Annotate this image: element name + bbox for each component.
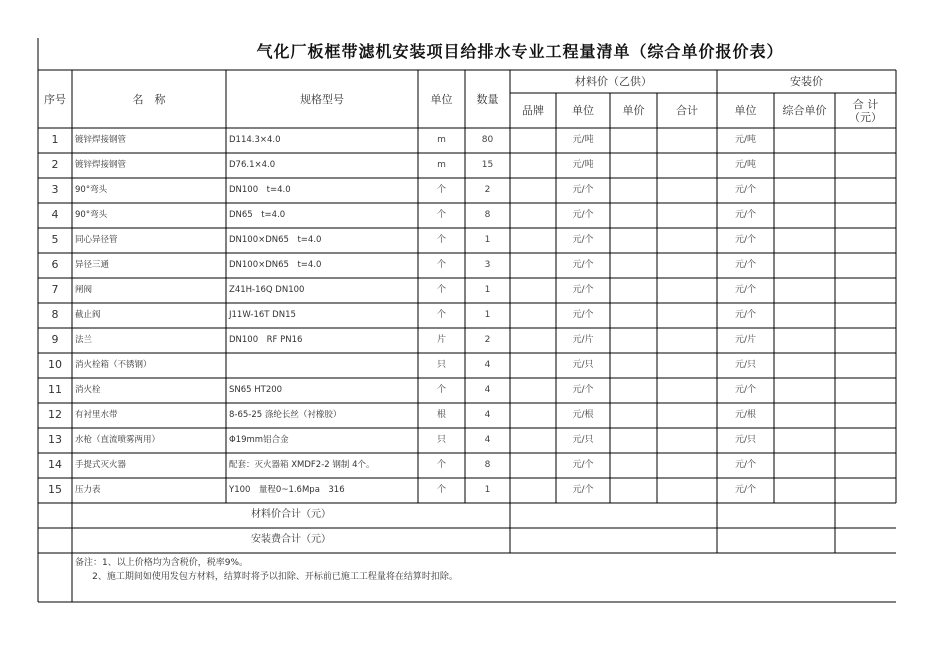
header-install-unit: 单位 — [734, 104, 757, 117]
row-seq: 1 — [51, 133, 59, 146]
row-spec: DN100 t=4.0 — [229, 185, 291, 195]
row-qty: 2 — [484, 335, 491, 345]
header-spec: 规格型号 — [300, 92, 344, 106]
row-unit: 只 — [436, 360, 446, 370]
row-unit: 个 — [436, 210, 446, 220]
row-seq: 15 — [48, 483, 62, 496]
header-install-group: 安装价 — [790, 75, 823, 88]
row-name: 镀锌焊接钢管 — [75, 135, 127, 145]
row-install-unit: 元/个 — [734, 185, 757, 195]
row-material-unit: 元/个 — [572, 385, 594, 395]
header-install-price: 综合单价 — [782, 104, 827, 117]
row-spec: DN65 t=4.0 — [229, 210, 286, 220]
row-unit: 个 — [436, 460, 446, 470]
row-install-unit: 元/只 — [734, 435, 757, 445]
row-install-unit: 元/个 — [734, 285, 757, 295]
row-material-unit: 元/片 — [572, 335, 594, 345]
row-spec — [226, 353, 418, 378]
row-material-unit: 元/根 — [572, 410, 594, 420]
header-qty: 数量 — [476, 92, 499, 106]
row-name: 截止阀 — [75, 310, 101, 320]
row-material-unit: 元/个 — [572, 285, 594, 295]
row-spec: 配套：灭火器箱 XMDF2-2 钢制 4个。 — [229, 460, 375, 470]
header-material-total: 合计 — [676, 104, 698, 117]
row-spec: D76.1×4.0 — [229, 160, 276, 170]
row-unit: 个 — [436, 285, 446, 295]
header-unit: 单位 — [430, 92, 453, 106]
header-material-unit: 单位 — [572, 104, 594, 117]
row-install-unit: 元/个 — [734, 310, 757, 320]
row-material-unit: 元/个 — [572, 260, 594, 270]
row-qty: 4 — [484, 410, 491, 420]
row-unit: 个 — [436, 185, 446, 195]
row-seq: 11 — [48, 383, 62, 396]
row-spec: DN100×DN65 t=4.0 — [229, 260, 322, 270]
header-material-price: 单价 — [622, 104, 645, 117]
sheet-title: 气化厂板框带滤机安装项目给排水专业工程量清单（综合单价报价表） — [256, 42, 784, 61]
row-material-unit: 元/个 — [572, 310, 594, 320]
row-spec: DN100×DN65 t=4.0 — [229, 235, 322, 245]
row-unit: 个 — [436, 235, 446, 245]
row-install-unit: 元/个 — [734, 235, 757, 245]
row-install-unit: 元/只 — [734, 360, 757, 370]
row-name: 镀锌焊接钢管 — [75, 160, 127, 170]
header-material-group: 材料价（乙供） — [575, 75, 652, 88]
row-qty: 1 — [484, 285, 491, 295]
row-seq: 14 — [48, 458, 62, 471]
row-spec: 8-65-25 涤纶长丝（衬橡胶） — [229, 410, 342, 420]
row-seq: 6 — [51, 258, 59, 271]
row-unit: m — [437, 160, 446, 170]
row-qty: 1 — [484, 485, 491, 495]
row-name: 水枪（直流喷雾两用） — [75, 435, 161, 445]
row-install-unit: 元/吨 — [734, 160, 757, 170]
row-unit: 个 — [436, 260, 446, 270]
row-qty: 8 — [484, 210, 491, 220]
row-unit: 片 — [436, 335, 446, 345]
header-install-total: 合 计 （元） — [849, 97, 882, 124]
row-material-unit: 元/个 — [572, 460, 594, 470]
row-material-unit: 元/个 — [572, 235, 594, 245]
row-name: 90°弯头 — [75, 185, 108, 195]
header-brand: 品牌 — [522, 104, 544, 117]
row-install-unit: 元/根 — [734, 410, 757, 420]
material-total-label: 材料价合计（元） — [251, 509, 331, 520]
row-seq: 4 — [51, 208, 59, 221]
header-name: 名 称 — [132, 92, 166, 106]
row-spec: DN100 RF PN16 — [229, 335, 303, 345]
row-name: 同心异径管 — [75, 235, 118, 245]
row-unit: 个 — [436, 310, 446, 320]
row-material-unit: 元/个 — [572, 185, 594, 195]
row-unit: 只 — [436, 435, 446, 445]
row-material-unit: 元/个 — [572, 485, 594, 495]
row-name: 异径三通 — [75, 260, 110, 270]
row-spec: Φ19mm铝合金 — [229, 435, 289, 445]
row-name: 消火栓 — [75, 385, 101, 395]
row-name: 压力表 — [75, 485, 101, 495]
row-spec: J11W-16T DN15 — [229, 310, 296, 320]
row-install-unit: 元/个 — [734, 460, 757, 470]
row-unit: m — [437, 135, 446, 145]
row-seq: 2 — [51, 158, 59, 171]
row-spec: Y100 量程0~1.6Mpa 316 — [229, 485, 345, 495]
row-unit: 个 — [436, 385, 446, 395]
row-material-unit: 元/个 — [572, 210, 594, 220]
row-unit: 个 — [436, 485, 446, 495]
row-name: 手提式灭火器 — [75, 460, 127, 470]
row-spec: SN65 HT200 — [229, 385, 283, 395]
row-seq: 10 — [48, 358, 62, 371]
row-qty: 1 — [484, 235, 491, 245]
row-qty: 15 — [481, 160, 494, 170]
row-qty: 2 — [484, 185, 491, 195]
row-spec: D114.3×4.0 — [229, 135, 281, 145]
row-seq: 13 — [48, 433, 62, 446]
row-install-unit: 元/个 — [734, 485, 757, 495]
header-seq: 序号 — [44, 92, 66, 106]
row-material-unit: 元/吨 — [572, 160, 594, 170]
row-name: 有衬里水带 — [75, 410, 118, 420]
row-name: 法兰 — [75, 335, 93, 345]
row-qty: 3 — [484, 260, 491, 270]
row-seq: 12 — [48, 408, 62, 421]
install-total-label: 安装费合计（元） — [251, 534, 331, 545]
row-qty: 4 — [484, 385, 491, 395]
row-name: 90°弯头 — [75, 210, 108, 220]
row-seq: 3 — [51, 183, 59, 196]
row-seq: 8 — [51, 308, 59, 321]
row-spec: Z41H-16Q DN100 — [229, 285, 305, 295]
remarks: 备注：1、以上价格均为含税价，税率9%。 2、施工期间如使用发包方材料，结算时将予以扣除、开标前已施工工程量将在结算时扣除。 — [75, 558, 458, 582]
row-install-unit: 元/个 — [734, 260, 757, 270]
row-unit: 根 — [436, 410, 446, 420]
row-install-unit: 元/个 — [734, 210, 757, 220]
row-seq: 7 — [51, 283, 59, 296]
row-install-unit: 元/个 — [734, 385, 757, 395]
row-install-unit: 元/吨 — [734, 135, 757, 145]
row-qty: 1 — [484, 310, 491, 320]
row-qty: 8 — [484, 460, 491, 470]
row-qty: 4 — [484, 435, 491, 445]
row-material-unit: 元/吨 — [572, 135, 594, 145]
row-material-unit: 元/只 — [572, 360, 594, 370]
row-material-unit: 元/只 — [572, 435, 594, 445]
row-qty: 4 — [484, 360, 491, 370]
row-install-unit: 元/片 — [734, 335, 757, 345]
row-name: 闸阀 — [75, 285, 93, 295]
row-name: 消火栓箱（不锈钢） — [75, 360, 152, 370]
row-seq: 9 — [51, 333, 59, 346]
row-seq: 5 — [51, 233, 59, 246]
row-qty: 80 — [481, 135, 494, 145]
